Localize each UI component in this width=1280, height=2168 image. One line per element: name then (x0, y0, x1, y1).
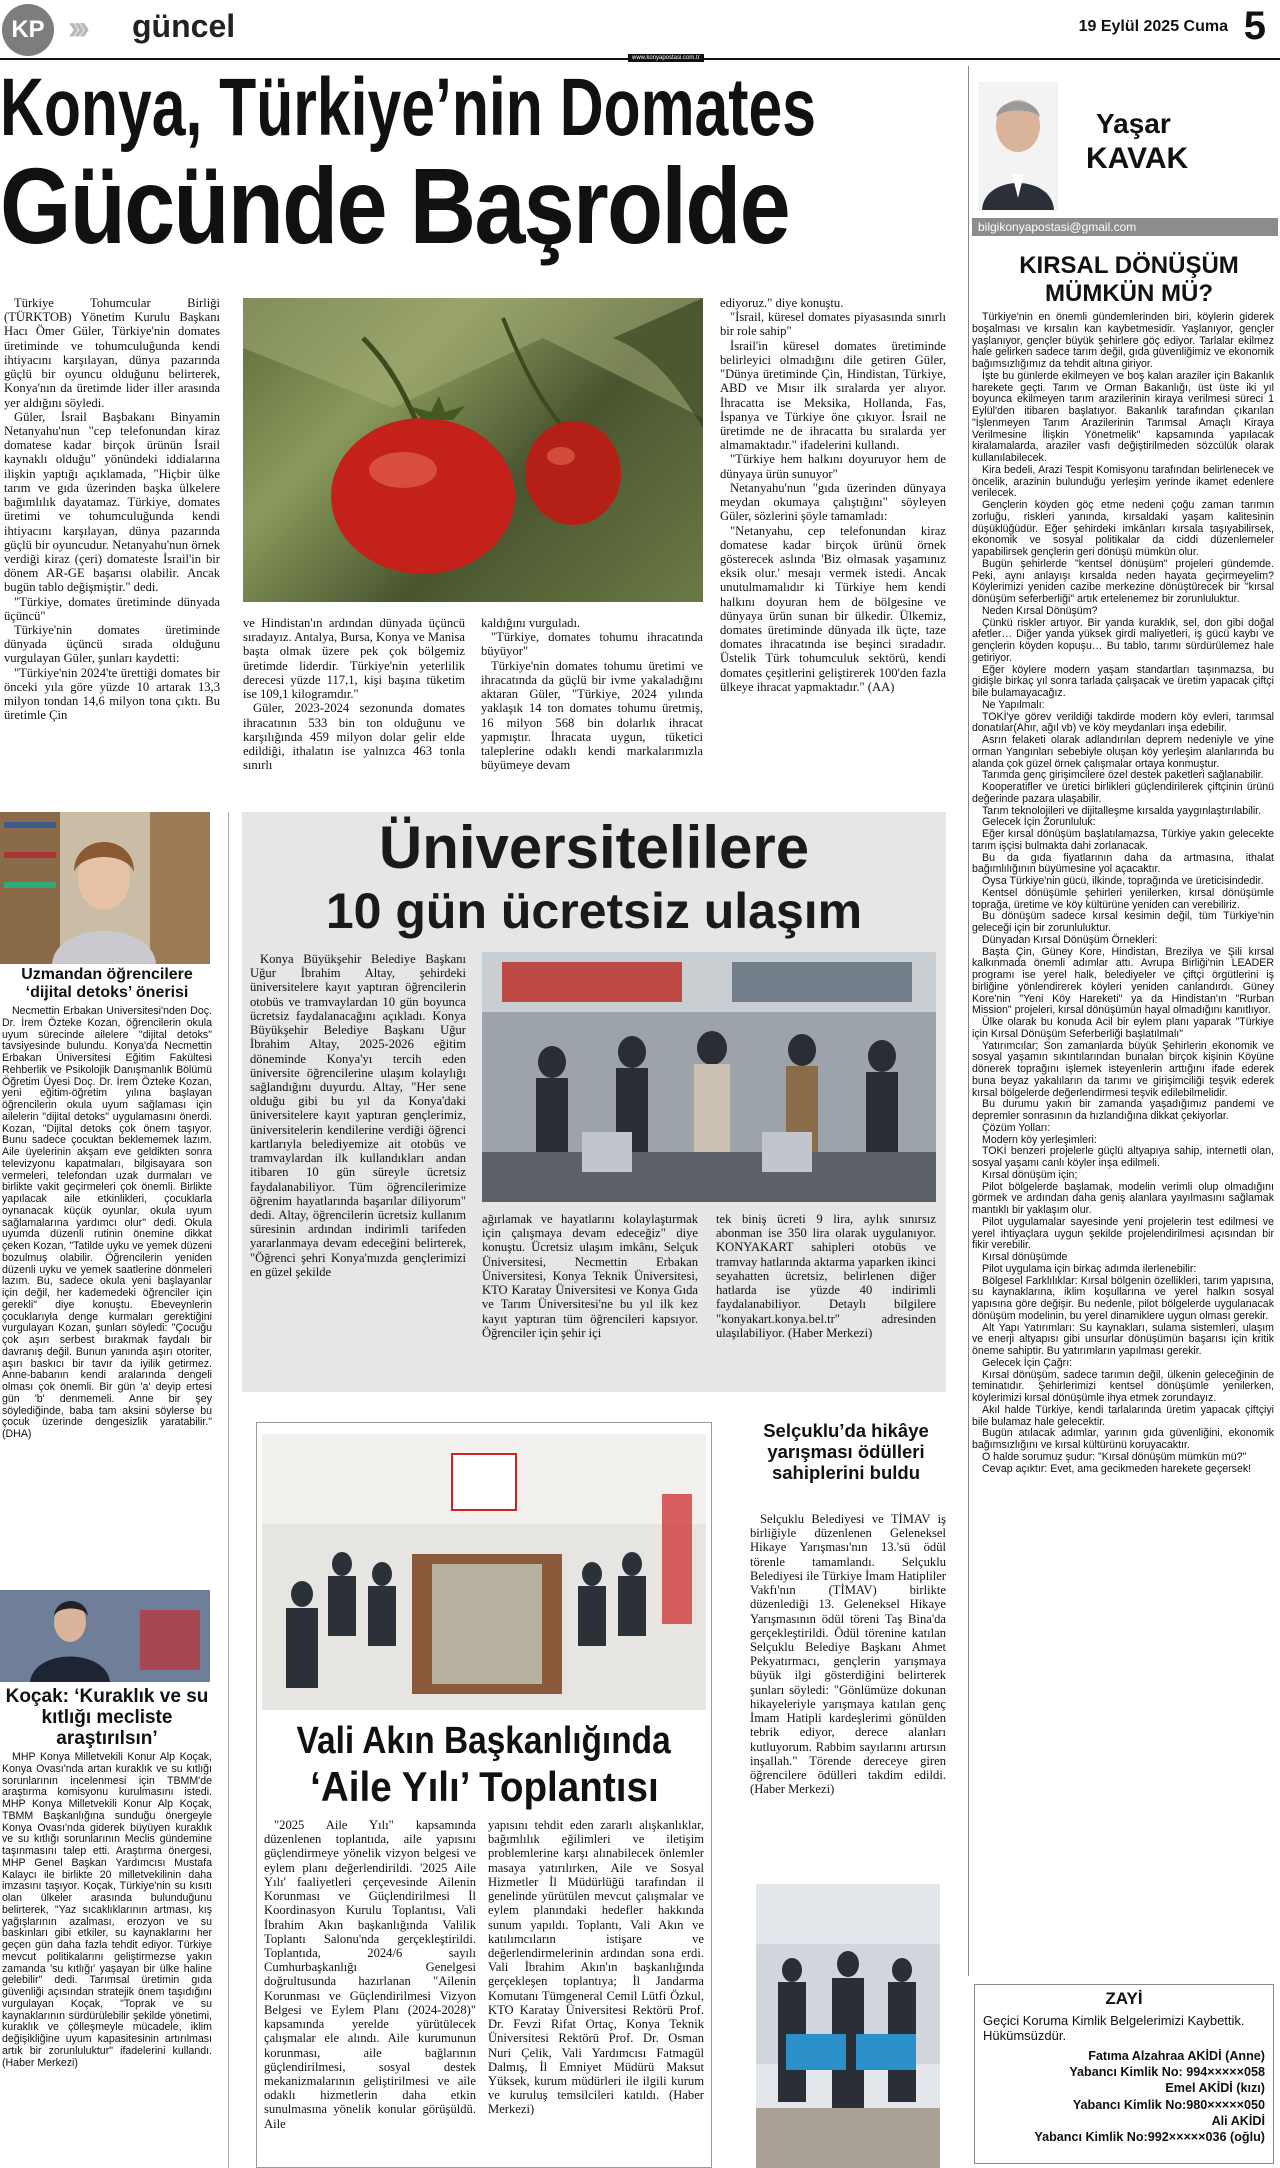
selcuklu-body (750, 1512, 946, 1872)
paragraph: İsrail'in küresel domates üretiminde belirleyici olmadığını dile getiren Güler, "Dünya üretiminde Çin, Hindistan, Türkiye, ABD ve Mısır ilk sıralarda yer alıyor. İhracatta ise Meksika, Hollanda, Fas, İspanya ve Türkiye öne çıkıyor. İsrail ne üretimde ne de ihracatta bu sıralarda yer almamaktadır." ifadelerini kullandı. (720, 338, 946, 453)
paragraph: Türkiye'nin en önemli gündemlerinden biri, köylerin giderek boşalması ve kırsalın kan kaybetmesidir. Yaşlanıyor, gençler yaşlanıyor, gençler büyük şehirlere göç ediyor. Tarlalar ekilmez hale gelirken sadece tarım değil, gıda güvenliğimiz ve ekonomik bağımsızlığımız da tehdit altına giriyor. (972, 312, 1274, 370)
main-story-col-2 (243, 616, 465, 796)
kocak-body (2, 1752, 212, 2164)
paragraph: "Netanyahu, cep telefonundan kiraz domatese kadar birçok ürünü örnek gösterecek aslında 'Biz olmasak yaşamınız eksik olur.' mesajı vermek istedi. Ancak unutulmamalıdır ki Türkiye hem kendi halkını doyuran hem de bölgesine ve dünyaya ürün sunan bir ülkedir. Ülkemiz, domates üretiminde dünyada ilk üçte, taze domates ihracatında ise beşinci sıradadır. Üstelik Türk tohumculuk sektörü, kendi domates çeşitlerini geliştirerek 100'den fazla ülkeye ihracat yapmaktadır." (AA) (720, 523, 946, 694)
paragraph: Ülke olarak bu konuda Acil bir eylem planı yaparak "Türkiye için Kırsal Dönüşüm Seferberliği başlatılmalı" (972, 1016, 1274, 1040)
main-headline (0, 66, 960, 286)
paragraph: Bugün atılacak adımlar, yarının gıda güvenliğini, ekonomik bağımsızlığını ve kırsal kültürünü koruyacaktır. (972, 1427, 1274, 1451)
paragraph: Yatırımcılar; Son zamanlarda büyük Şehirlerin ekonomik ve sosyal yaşamın sıkıntılarından bunalan birçok kişinin Köyüne dönerek toprağını işlemek isteyenlerin arttığını ifade ederek buna beyaz yakalıların da tarımı ve girişimciliği teşvik ederek kırsal bölgelerde değerlendirmesi teşvik edilebilmelidir. (972, 1039, 1274, 1099)
paragraph: Tarım teknolojileri ve dijitalleşme kırsalda yaygınlaştırılabilir. (982, 804, 1262, 817)
paragraph: Tarımda genç girişimcilere özel destek paketleri sağlanabilir. (982, 769, 1264, 782)
paragraph: Kentsel dönüşümle şehirleri yenilerken, kırsal dönüşümle toprağa, üretime ve köy kültürüne yeniden can verebiliriz. (972, 886, 1274, 911)
subheading: Kırsal dönüşüm için; (982, 1168, 1078, 1181)
columnist-first-name: Yaşar (1096, 108, 1171, 139)
paragraph: Türkiye'nin domates tohumu üretimi ve ihracatında da güçlü bir ivme yakaladığını aktaran Güler, "Türkiye, 2024 yılında yaklaşık 14 ton domates tohumu üretmiş, 16 milyon 568 bin dolarlık ihracat yapmıştır. İhracata uygun, tüketici taleplerine odaklı kendi markalarımızla büyümeye devam (481, 658, 703, 773)
paragraph: Bu da gıda fiyatlarının daha da artmasına, ithalat bağımlılığının büyümesine yol açacaktır. (972, 851, 1274, 876)
page-number: 5 (1243, 4, 1266, 48)
paragraph: Çünkü riskler artıyor. Bir yanda kuraklık, sel, don gibi doğal afetler… Diğer yanda yüksek girdi maliyetleri, iş gücü kaybı ve gençlerin köyden kopuşu… Bu tablo, tarımı sürdürülemez hale getiriyor. (972, 616, 1274, 664)
paragraph: tek biniş ücreti 9 lira, aylık sınırsız abonman ise 350 lira olarak uygulanıyor. KONYAKART sahipleri otobüs ve tramvay hatlarında aktarma yaparken ikinci seyahatten ücretsiz, belirlenen diğer hatlarda ise yüzde 40 indirimli faydalanabiliyor. Detaylı bilgilere "konyakart.konya.bel.tr" adresinden ulaşılabiliyor. (Haber Merkezi) (716, 1212, 936, 1340)
zayi-line: Yabancı Kimlik No:992×××××036 (oğlu) (1034, 2130, 1265, 2145)
paragraph: O halde sorumuz şudur: "Kırsal dönüşüm mümkün mü?" (982, 1450, 1247, 1463)
paragraph: kaldığını vurguladı. (481, 616, 581, 630)
zayi-title: ZAYİ (1105, 1989, 1143, 2008)
logo: KP (2, 4, 54, 56)
tomato-photo (243, 298, 703, 602)
kocak-title: Koçak: ‘Kuraklık ve su kıtlığı mecliste araştırılsın’ (5, 1686, 209, 1749)
detoks-body (2, 1006, 212, 1566)
issue-date: 19 Eylül 2025 Cuma (1078, 18, 1228, 35)
subheading: "Türkiye, domates tohumu ihracatında büyüyor" (481, 630, 703, 659)
section-name: güncel (132, 8, 236, 44)
universite-col-1 (250, 952, 466, 1386)
paragraph: Pilot uygulama için birkaç adımda ilerlenebilir: (982, 1262, 1197, 1275)
paragraph: Güler, İsrail Başbakanı Binyamin Netanyahu'nun "cep telefonundan kiraz domatese kadar birçok ürünün İsrail kaynaklı olduğu" yönündeki iddialarına ilişkin yaptığı açıklamada, "Hiçbir ülke tarım ve gıda üzerinden başka ülkelere bağımlılık dayatamaz. Türkiye, domates üretimi ve tohumculuğunda kendi ihtiyacını karşılayan, dünya pazarında güçlü bir oyuncudur. Netanyahu'nun örnek verdiği kiraz (çeri) domateste İsrail'in bir dönem AR-GE başarısı olabilir. Ancak bugün tablo değişmiştir." dedi. (4, 409, 220, 595)
vali-col-2 (488, 1818, 704, 2162)
paragraph: Konya Büyükşehir Belediye Başkanı Uğur İbrahim Altay, şehirdeki üniversitelere kayıt yaptıran öğrencilerin otobüs ve tramvaylardan 10 gün boyunca ücretsiz faydalanacağını açıkladı. Konya Büyükşehir Belediye Başkanı Uğur İbrahim Altay, 2025-2026 eğitim döneminde Konya'yı tercih eden üniversite öğrencilerine ulaşım kolaylığı sağlandığını duyurdu. Altay, "Her sene olduğu gibi bu yıl da Konya'daki üniversitelere kayıt yaptıran gençlerimiz, üniversitelerin kendilerine verdiği öğrenci kartlarıyla belediyemize ait otobüs ve tramvaylardan ilk kullandıkları andan itibaren 10 gün süreyle ücretsiz faydalanabiliyor. Tüm öğrencilerimize öğrenim hayatlarında başarılar diliyorum" dedi. Altay, öğrencilerin ücretsiz kullanım süresinin ardından indirimli tarifeden yararlanmaya devam edeceğini belirterek, "Öğrenci şehri Konya'mızda gençlerimizi en güzel şekilde (250, 952, 466, 1279)
zayi-line: Yabancı Kimlik No:980×××××050 (1072, 2097, 1265, 2112)
vali-title-1 (256, 1720, 712, 1764)
paragraph: Cevap açıktır: Evet, ama gecikmeden harekete geçersek! (982, 1462, 1252, 1475)
vali-title-text: Vali Akın Başkanlığında (296, 1720, 672, 1762)
subheading: Ne Yapılmalı: (982, 698, 1045, 711)
universite-title-2: 10 gün ücretsiz ulaşım (325, 883, 863, 939)
paragraph: Pilot bölgelerde başlamak, modelin verimli olup olmadığını görmek ve ardından daha geniş alanlara yayılmasını sağlamak mantıklı bir yaklaşım olur. (972, 1180, 1274, 1216)
paragraph: Başta Çin, Güney Kore, Hindistan, Brezilya ve Şili kırsal kalkınmada önemli adımlar attı. Avrupa Birliği'nin LEADER programı ise yerel halk, belediyeler ve çiftçi örgütlerini iş birliğine yönlendirerek köyleri yeniden canlandırdı. Güney Kore'nin "Yeni Köy Hareketi" ya da Hindistan'ın "Rurban Mission" projeleri, kırsal dönüşümün hayal olmadığını kanıtlıyor. (972, 945, 1274, 1017)
subheading: Dünyadan Kırsal Dönüşüm Örnekleri: (982, 933, 1158, 946)
subheading: Gelecek İçin Çağrı: (982, 1356, 1073, 1369)
paragraph: Kira bedeli, Arazi Tespit Komisyonu tarafından belirlenecek ve öncelik, arazinin bulunduğu yerleşim yerinde ikamet edenlere verilecek. (972, 463, 1274, 500)
vali-col-1 (264, 1818, 476, 2162)
paragraph: Asrın felaketi olarak adlandırılan deprem nedeniyle ve yine orman Yangınları sebebiyle oluşan köy yerleşim alanlarında bu alanda çok güzel örnek çalışmalar ortaya konmuştur. (972, 734, 1274, 770)
vali-title-2 (256, 1764, 712, 1812)
paragraph: Akıl halde Türkiye, kendi tarlalarında üretim yapacak çiftçiyi bile bulamaz hale gelecektir. (972, 1403, 1274, 1428)
subheading: Gelecek İçin Zorunluluk: (982, 816, 1096, 829)
paragraph: ediyoruz." diye konuştu. (720, 296, 844, 310)
paragraph: Bu dönüşüm sadece kırsal kesimin değil, tüm Türkiye'nin geleceği için bir zorunluluktur. (972, 910, 1274, 934)
paragraph: ve Hindistan'ın ardından dünyada üçüncü sıradayız. Antalya, Bursa, Konya ve Manisa başta olmak üzere pek çok bölgemiz üretimde liderdir. Türkiye'nin yeterlilik derecesi yüzde 117,1, kişi başına tüketim ise 109,1 kilogramdır." (243, 616, 465, 702)
paragraph: Pilot uygulamalar sayesinde yeni projelerin test edilmesi ve yerel ihtiyaçlara uygun şekilde projelendirilmesi açısından bir fikir verebilir. (972, 1215, 1274, 1252)
paragraph: Eğer kırsal dönüşüm başlatılamazsa, Türkiye yakın gelecekte tarım işçisi bulmakta dahi zorlanacak. (972, 828, 1274, 852)
zayi-line: Fatıma Alzahraa AKİDİ (Anne) (1088, 2048, 1265, 2063)
paragraph: Necmettin Erbakan Üniversitesi'nden Doç. Dr. İrem Özteke Kozan, öğrencilerin okula uyum sürecinde ailelere "dijital detoks" tavsiyesinde bulundu. Konya'da Necmettin Erbakan Üniversitesi Eğitim Fakültesi Rehberlik ve Psikolojik Danışmanlık Bölümü Öğretim Üyesi Doç. Dr. İrem Özteke Kozan, yeni eğitim-öğretim yılına başlayan öğrencilerin okula uyum sağlaması için ailelerin "dijital detoks" uygulamasını önerdi. Kozan, "Dijital detoks çok önem taşıyor. Bunu sadece çocuktan beklememek lazım. Aile üyelerinin akşam eve geldikten sonra televizyonu kapatmaları, bilgisayara son vermeleri, telefondan uzak durmaları ve birlikte vakit geçirmeleri çok önemli. Birlikte yapılacak aile etkinlikleri, çocuklarla oynanacak küçük oyunlar, okula uyum sağlamalarına yardımcı olur" dedi. Okula uyumda düzenli rutinin önemine dikkat çeken Kozan, "Tatilde uyku ve yemek düzeni bozulmuş olabilir. Öğrencilerin yeniden düzenli uyku ve yemek saatlerine dönmeleri lazım. Bu, sadece okula yeni başlayanlar için değil, her kademedeki öğrenciler için gerekli" diye konuştu. Ebeveynlerin çocuklarıyla denge kurmaları gerektiğini vurgulayan Kozan, şunları söyledi: "Çocuğu çok aşırı serbest bırakmak faydalı bir davranış değil. Bunun yanında aşırı otoriter, aşırı baskıcı bir tavır da iyilik getirmez. Anne-babanın kendi aralarında dengeli olması çok önemli. Bir gün 'a' deyip ertesi gün 'b' denmemeli. Anne bir şey söylediğinde, baba tam aksini söylerse bu çocuk üzerinde dengesizlik yaratabilir." (DHA) (2, 1006, 212, 1440)
main-story-col-4 (720, 296, 946, 796)
paragraph: Eğer köylere modern yaşam standartları taşınmazsa, bu gidişle birkaç yıl sonra tarlada çalışacak ve üretim yapacak çiftçi bile bulamayacağız. (972, 663, 1274, 699)
columnist-body (972, 312, 1274, 1976)
paragraph: TOKİ benzeri projelerle güçlü altyapıya sahip, internetli olan, sosyal yaşamı canlı köyler inşa edilmeli. (972, 1145, 1274, 1169)
paragraph: Selçuklu Belediyesi ve TİMAV iş birliğiyle düzenlenen Geleneksel Hikaye Yarışması'nın 13.'sü ödül törenle tamamlandı. Selçuklu Belediyesi ile Türkiye İmam Hatipliler Vakfı'nın (TİMAV) birlikte düzenlediği 13. Geleneksel Hikaye Yarışmasının ödül töreni Taş Bina'da gerçekleştirildi. Ödül törenine katılan Selçuklu Belediye Başkanı Ahmet Pekyatırmacı, gençlerin yarışmaya büyük ilgi gösterdiğini belirterek şunları söyledi: "Gönlümüze dokunan hikayeleriyle yarışmaya katılan genç İmam Hatipli kardeşlerimi gönülden tebrik ediyor, derece alanları kutluyorum. Rabbim sayılarını artırsın inşallah." Törende dereceye giren öğrencilere ödülleri takdim edildi. (Haber Merkezi) (750, 1512, 946, 1797)
subheading: "Türkiye hem halkını doyuruyor hem de dünyaya ürün sunuyor" (720, 452, 946, 481)
detoks-title: Uzmandan öğrencilere ‘dijital detoks’ önerisi (21, 966, 193, 1001)
paragraph: Kırsal dönüşüm, sadece tarımın değil, ülkenin geleceğinin de teminatıdır. Şehirlerimizi kentsel dönüşümle yenilerken, köylerimizi kırsal dönüşümle ihya etmek zorundayız. (972, 1368, 1274, 1404)
paragraph: Netanyahu'nun "gıda üzerinden dünyaya meydan okumaya çalıştığını" söyleyen Güler, sözlerini şöyle tamamladı: (720, 480, 946, 524)
zayi-line: Ali AKİDİ (1211, 2114, 1265, 2129)
main-story-col-3 (481, 616, 703, 796)
zayi-intro: Geçici Koruma Kimlik Belgelerimizi Kaybettik. Hükümsüzdür. (983, 2013, 1245, 2044)
subheading: "İsrail, küresel domates piyasasında sınırlı bir role sahip" (720, 310, 946, 339)
paragraph: Alt Yapı Yatırımları: Su kaynakları, sulama sistemleri, ulaşım ve enerji altyapısı gibi unsurlar dönüşümün başarısı için kritik öneme sahiptir. Bu yatırımların yapılması gerekir. (972, 1321, 1274, 1357)
zayi-line: Yabancı Kimlik No: 994×××××058 (1069, 2065, 1265, 2080)
site-url: www.konyapostasi.com.tr (628, 54, 704, 62)
selcuklu-title: Selçuklu’da hikâye yarışması ödülleri sahiplerini buldu (763, 1420, 929, 1483)
universite-col-3 (716, 1212, 936, 1386)
chevron-right-icon: ››› (68, 9, 84, 47)
universite-title-1: Üniversitelilere (378, 814, 810, 881)
zayi-notice (974, 1984, 1274, 2164)
main-story-col-1 (4, 296, 220, 796)
subheading: Çözüm Yolları: (982, 1121, 1051, 1134)
paragraph: TOKİ'ye görev verildiği takdirde modern köy evleri, tarımsal donatılar(Ahır, ağıl vb) ve köy meydanları inşa edebilir. (972, 710, 1274, 735)
column-divider (968, 66, 969, 1976)
paragraph: Bölgesel Farklılıklar: Kırsal bölgenin özellikleri, tarım yapısına, su kaynaklarına, iklim koşullarına ve yerel halkın sosyal yapısına göre değişir. Bu nedenle, pilot bölgelerde uygulanacak dönüşüm modelinin, bu yerel dinamiklere uygun olması gerekir. (972, 1274, 1274, 1322)
paragraph: Türkiye Tohumcular Birliği (TÜRKTOB) Yönetim Kurulu Başkanı Hacı Ömer Güler, Türkiye'nin domates üretiminde ve tohumculuğunda kendi ihtiyacını karşılayan, dünya pazarında güçlü bir oyuncu olduğunu belirterek, Konya'nın da üretimde lider iller arasında yer aldığını söyledi. (4, 296, 220, 410)
paragraph: İşte bu günlerde ekilmeyen ve boş kalan araziler için Bakanlık harekete geçti. Tarım ve Orman Bakanlığı, üst üste iki yıl boyunca ekilmeyen tarım arazilerinin kiraya verilmesi süreci 1 Eylül'den itibaren başlatıyor. Bakanlık tarafından çıkarılan "İşlenmeyen Tarım Arazilerinin Tarımsal Amaçlı Kiraya Verilmesine İlişkin Yönetmelik" kapsamında yapılacak kiralamalarda, araziler vasfı değiştirilmeden sözcülük olarak kullanılabilecek. (972, 369, 1274, 464)
zayi-line: Emel AKİDİ (kızı) (1165, 2081, 1265, 2096)
expert-photo (0, 812, 210, 964)
paragraph: Türkiye'nin domates üretiminde dünyada üçüncü sırada olduğunu vurgulayan Güler, şunları kaydetti: (4, 623, 220, 666)
headline-line-2: Gücünde Başrolde (0, 145, 789, 266)
subheading: Neden Kırsal Dönüşüm? (982, 604, 1098, 617)
subheading: "Türkiye, domates üretiminde dünyada üçüncü" (4, 594, 220, 623)
selcuklu-photo (756, 1884, 940, 2168)
paragraph: Gençlerin köyden göç etme nedeni çoğu zaman tarımın zorluğu, riskleri yanında, kırsaldaki yaşam kalitesinin düşüklüğüdür. Eğer şehirdeki imkânları kırsala taşıyabilirsek, ekonomik ve sosyal politikalar da ciddi düzenlemeler yapabilirsek gençlerin geri dönüşü mümkün olur. (972, 499, 1274, 558)
left-column-divider (228, 812, 229, 2168)
paragraph: "2025 Aile Yılı" kapsamında düzenlenen toplantıda, aile yapısını güçlendirmeye yönelik vizyon belgesi ve eylem planı değerlendirildi. '2025 Aile Yılı' faaliyetleri çerçevesinde Ailenin Korunması ve Güçlendirilmesi İl Koordinasyon Kurulu Toplantısı, Vali İbrahim Akın başkanlığında Valilik Toplantı Salonu'nda gerçekleştirildi. Toplantıda, 2024/6 sayılı Cumhurbaşkanlığı Genelgesi doğrultusunda hazırlanan "Ailenin Korunması ve Güçlendirilmesi Vizyon Belgesi ve Eylem Planı (2024-2028)" kapsamında yerelde yürütülecek çalışmalar ele alındı. Aile kurumunun korunması, aile bağlarının güçlendirilmesi, sosyal destek mekanizmalarının geliştirilmesi ve aile odaklı hizmetlerin daha etkin sunulmasına yönelik konular görüşüldü. Aile (264, 1818, 476, 2131)
columnist-photo (978, 82, 1058, 210)
paragraph: Kooperatifler ve üretici birlikleri güçlendirilerek çiftçinin ürünü değerinde pazara ulaşabilir. (972, 781, 1274, 805)
paragraph: Güler, 2023-2024 sezonunda domates ihracatının 533 bin ton olduğunu ve karşılığında 459 milyon dolar gelir elde edildiği, ithalatın ise yalnızca 463 tonla sınırlı (243, 701, 465, 773)
paragraph: MHP Konya Milletvekili Konur Alp Koçak, Konya Ovası'nda artan kuraklık ve su kıtlığı sorunlarının incelenmesi için TBMM'de araştırma komisyonu kurulmasını istedi. MHP Konya Milletvekili Konur Alp Koçak, TBMM Başkanlığına sunduğu önergeyle Konya Ovası'nda giderek büyüyen kuraklık ve su kıtlığı sorunlarının Meclis gündemine taşınmasını talep etti. Araştırma önergesi, MHP Genel Başkan Yardımcısı Mustafa Kalaycı ile birlikte 20 milletvekilinin daha imzasını taşıyor. Koçak, Türkiye'nin su kısıtı olan ülkeler arasında bulunduğunu belirterek, "Yaz sıcaklıklarının artması, kış yağışlarının azalması, erozyon ve su baskınları gibi etkiler, su kaynaklarını her geçen gün daha fazla tehdit ediyor. Türkiye mevcut politikalarını geliştirmezse yakın zamanda 'su kıtlığı' yaşayan bir ülke haline gelebilir" dedi. Tarımsal üretimin gıda güvenliği açısından stratejik önem taşıdığını vurgulayan Koçak, "Toprak ve su kaynaklarının sürdürülebilir şekilde yönetimi, kuraklık ve çölleşmeyle mücadele, iklim değişikliğine uyum kapasitesinin artırılması artık bir zorunluluktur" ifadelerini kullandı. (Haber Merkezi) (2, 1752, 212, 2069)
columnist-last-name: KAVAK (1086, 142, 1189, 175)
vali-photo (262, 1434, 706, 1710)
universite-photo (482, 952, 936, 1202)
subheading: Kırsal dönüşümde (982, 1251, 1068, 1263)
zayi-lines (983, 2048, 1265, 2146)
paragraph: yapısını tehdit eden zararlı alışkanlıklar, bağımlılık eğilimleri ve iletişim problemlerine karşı alınabilecek önlemler masaya yatırılırken, Aile ve Sosyal Hizmetler İl Müdürlüğü tarafından il genelinde yürütülen mevcut çalışmalar ve eylem planındaki hedefler hakkında sunum yapıldı. Toplantı, Vali Akın ve katılımcıların istişare ve değerlendirmelerinin ardından sona erdi. Vali İbrahim Akın'ın başkanlığında gerçekleşen toplantıya; İl Jandarma Komutanı Tümgeneral Cemil Lütfi Özkul, KTO Karatay Üniversitesi Rektörü Prof. Dr. Fevzi Rifat Ortaç, Konya Teknik Üniversitesi Rektörü Prof. Dr. Osman Nuri Çelik, Vali Yardımcısı Fatmagül Dalmış, İl Emniyet Müdürü Maksut Yüksek, kurum müdürleri ile ilgili kurum ve kuruluş temsilcileri katıldı. (Haber Merkezi) (488, 1818, 704, 2117)
paragraph: "Türkiye'nin 2024'te ürettiği domates bir önceki yıla göre yüzde 10 artarak 13,3 milyon tondan 14,6 milyon tona çıktı. Bu üretimle Çin (4, 665, 220, 723)
universite-col-2 (482, 1212, 698, 1386)
subheading: Modern köy yerleşimleri: (982, 1133, 1097, 1146)
columnist-title: KIRSAL DÖNÜŞÜM MÜMKÜN MÜ? (1019, 252, 1239, 307)
paragraph: Oysa Türkiye'nin gücü, ilkinde, toprağında ve üreticisindedir. (982, 875, 1264, 887)
masthead (0, 0, 1280, 64)
columnist-email: bilgikonyapostasi@gmail.com (972, 218, 1278, 236)
kocak-photo (0, 1590, 210, 1682)
paragraph: Bu durumu yakın bir zamanda yaşadığımız pandemi ve depremler sonrasının da hızlandığına dikkat çekiyorlar. (972, 1098, 1274, 1122)
vali-title-text: ‘Aile Yılı’ Toplantısı (309, 1764, 659, 1810)
paragraph: ağırlamak ve hayatlarını kolaylaştırmak için çalışmaya devam edeceğiz" diye konuştu. Ücretsiz ulaşım imkânı, Selçuk Üniversitesi, Necmettin Erbakan Üniversitesi, Konya Teknik Üniversitesi, KTO Karatay Üniversitesi ve Konya Gıda ve Tarım Üniversitesi'ne bu yıl ilk kez kayıt yaptıran tüm öğrencileri kapsıyor. Öğrenciler için şehir içi (482, 1212, 698, 1340)
paragraph: Bugün şehirlerde "kentsel dönüşüm" projeleri gündemde. Peki, aynı anlayışı kırsalda neden hayata geçirmeyelim? Köylerimizi yeniden cazibe merkezine dönüştürecek bir "kırsal dönüşüm seferberliği" artık ertelenemez bir zorunluluktur. (972, 557, 1274, 605)
headline-line-1: Konya, Türkiye’nin Domates (0, 66, 817, 153)
